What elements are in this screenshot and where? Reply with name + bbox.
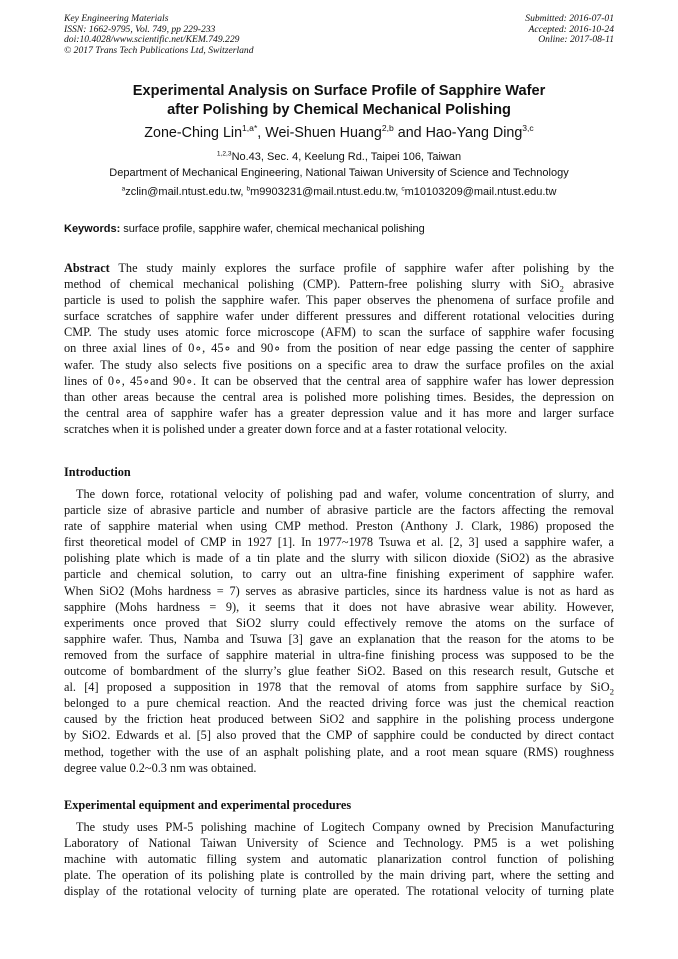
intro-line: by SiO2. Edwards et al. [5] also proved that the CMP of sapphire could be conducted by direct contact: [64, 728, 614, 743]
affiliation: [40, 149, 638, 181]
doi-line: doi:10.4028/www.scientific.net/KEM.749.229: [64, 34, 240, 46]
title-line-1: Experimental Analysis on Surface Profile of Sapphire Wafer: [132, 83, 546, 99]
journal-name: Key Engineering Materials: [64, 13, 169, 24]
experimental-line: The study uses PM-5 polishing machine of Logitech Company owned by Precision Manufacturing: [76, 820, 614, 834]
affiliation-address: No.43, Sec. 4, Keelung Rd., Taipei 106, Taiwan: [231, 151, 462, 163]
abstract-line: method of chemical mechanical polishing (CMP). Pattern-free polishing slurry with SiO$_2$ abrasive: [64, 277, 615, 294]
experimental-line: Laboratory of National Taiwan University of Science and Technology. PM5 is a wet polishing: [64, 836, 614, 851]
intro-line: caused by the friction heat produced between SiO2 and sapphire in the polishing process undergone: [64, 712, 614, 727]
author-2-affil: 2,b: [381, 123, 394, 134]
abstract: [64, 260, 614, 437]
intro-line: particle size of abrasive particle and number of abrasive particle are the factors affecting the removal: [64, 503, 614, 518]
intro-line: first theoretical model of CMP in 1927 [1]. In 1977~1978 Tsuwa et al. [2, 3] used a sapphire wafer, a: [64, 535, 614, 550]
abstract-line: CMP. The study uses atomic force microscope (AFM) to scan the surface of sapphire wafer focusing: [64, 325, 614, 340]
intro-line: polishing plate which is made of a tin plate and the slurry with silicon dioxide (SiO2) as the abrasive: [64, 551, 614, 566]
author-3: Hao-Yang Ding: [425, 125, 523, 141]
intro-line: particle and chemical solution, to carry out an ultra-fine finishing experiment of sapphire wafer.: [64, 567, 614, 582]
keywords: [64, 222, 624, 236]
abstract-line: scratches when it is polished under a greater down force and at a faster rotational velocity.: [64, 421, 508, 436]
intro-line: sapphire (Mohs hardness = 9), it seems that it does not have abrasive wear ability. However,: [64, 599, 614, 614]
email-b: m9903231@mail.ntust.edu.tw,: [250, 186, 402, 198]
intro-line: al. [4] proposed a supposition in 1978 that the removal of atoms from sapphire surface by SiO$_2$: [64, 680, 614, 697]
email-b-marker: b: [246, 185, 251, 193]
author-2: Wei-Shuen Huang: [265, 125, 382, 141]
intro-line: experiments once proved that SiO2 slurry could effectively remove the atoms on the surface of: [64, 615, 614, 630]
issn-line: ISSN: 1662-9795, Vol. 749, pp 229-233: [64, 23, 216, 35]
email-c-marker: c: [401, 185, 405, 193]
online-date: Online: 2017-08-11: [538, 34, 614, 46]
intro-line: removed from the surface of sapphire material in ultra-fine finishing process was supposed to be the: [64, 647, 614, 662]
keywords-text: surface profile, sapphire wafer, chemical mechanical polishing: [120, 223, 425, 235]
abstract-line: than other areas because the central area is polished more polishing times. Besides, the depression on: [64, 389, 614, 404]
abstract-line: lines of 0∘, 45∘and 90∘. It can be observed that the central area of sapphire wafer has lower depression: [64, 373, 614, 388]
author-separator: ,: [257, 125, 266, 141]
abstract-line: particle is used to polish the sapphire wafer. This paper observes the phenomena of surface profile and: [64, 293, 614, 308]
author-1: Zone-Ching Lin: [144, 125, 243, 141]
affiliation-marker: 1,2,3: [216, 150, 232, 158]
author-3-affil: 3,c: [522, 123, 534, 134]
intro-line: outcome of bombardment of the slurry’s glue feather SiO2. Based on this research result, Gutsche et: [64, 664, 614, 679]
copyright-line: © 2017 Trans Tech Publications Ltd, Switzerland: [64, 44, 254, 56]
experimental-heading: Experimental equipment and experimental procedures: [64, 798, 352, 812]
author-separator: and: [393, 125, 426, 141]
abstract-label: Abstract: [64, 261, 110, 275]
author-emails: [40, 185, 638, 199]
experimental-line: machine with automatic filling system and automatic planarization control function of polishing: [64, 852, 614, 867]
journal-header-left: [64, 14, 254, 56]
abstract-line: wafer. The study also selects five positions on a specific area to draw the surface profiles on the axial: [64, 357, 614, 372]
title-line-2: after Polishing by Chemical Mechanical Polishing: [167, 101, 511, 118]
email-c: m10103209@mail.ntust.edu.tw: [404, 186, 557, 198]
abstract-line: Abstract The study mainly explores the surface profile of sapphire wafer after polishing by the: [64, 261, 614, 275]
submitted-date: Submitted: 2016-07-01: [525, 13, 614, 24]
experimental-line: plate. The operation of its polishing plate is controlled by the main driving part, where the setting and: [64, 868, 614, 883]
introduction-text: [64, 486, 614, 776]
abstract-line: surface scratches of sapphire wafer under different pressures and different rotational velocities during: [64, 309, 614, 324]
email-a-marker: a: [121, 185, 126, 193]
intro-line: The down force, rotational velocity of polishing pad and wafer, volume concentration of slurry, and: [76, 487, 614, 501]
abstract-line: the central area of sapphire wafer has a greater depression value and it has more and larger surface: [64, 405, 614, 420]
paper-title: [40, 82, 638, 119]
abstract-line: on three axial lines of 0∘, 45∘ and 90∘ from the position of near edge passing the center of sapphire: [64, 341, 614, 356]
affiliation-department: Department of Mechanical Engineering, National Taiwan University of Science and Technology: [109, 167, 569, 179]
email-a: zclin@mail.ntust.edu.tw,: [125, 186, 247, 198]
intro-line: When SiO2 (Mohs hardness = 7) serves as abrasive particles, since its hardness value is not as hard as: [64, 583, 614, 598]
experimental-text: [64, 819, 614, 899]
journal-header-right: [525, 14, 614, 46]
author-1-affil: 1,a*: [242, 123, 258, 134]
experimental-line: display of the rotational velocity of turning plate are operated. The rotational velocity of turning plate: [64, 884, 614, 899]
accepted-date: Accepted: 2016-10-24: [528, 23, 614, 35]
intro-line: belonged to a pure chemical reaction. And the reacted driving force was just the chemical reaction: [64, 696, 614, 711]
intro-line: method, together with the use of an asphalt polishing plate, and a root mean square (RMS) roughness: [64, 744, 614, 759]
introduction-heading: Introduction: [64, 465, 131, 479]
author-list: [40, 124, 638, 142]
keywords-label: Keywords:: [64, 223, 121, 235]
intro-line: rate of sapphire material when using CMP method. Preston (Anthony J. Clark, 1986) proposed the: [64, 519, 614, 534]
intro-line: degree value 0.2~0.3 nm was obtained.: [64, 760, 257, 775]
intro-line: sapphire wafer. Thus, Namba and Tsuwa [3] gave an explanation that the reason for the atoms to be: [64, 631, 614, 646]
